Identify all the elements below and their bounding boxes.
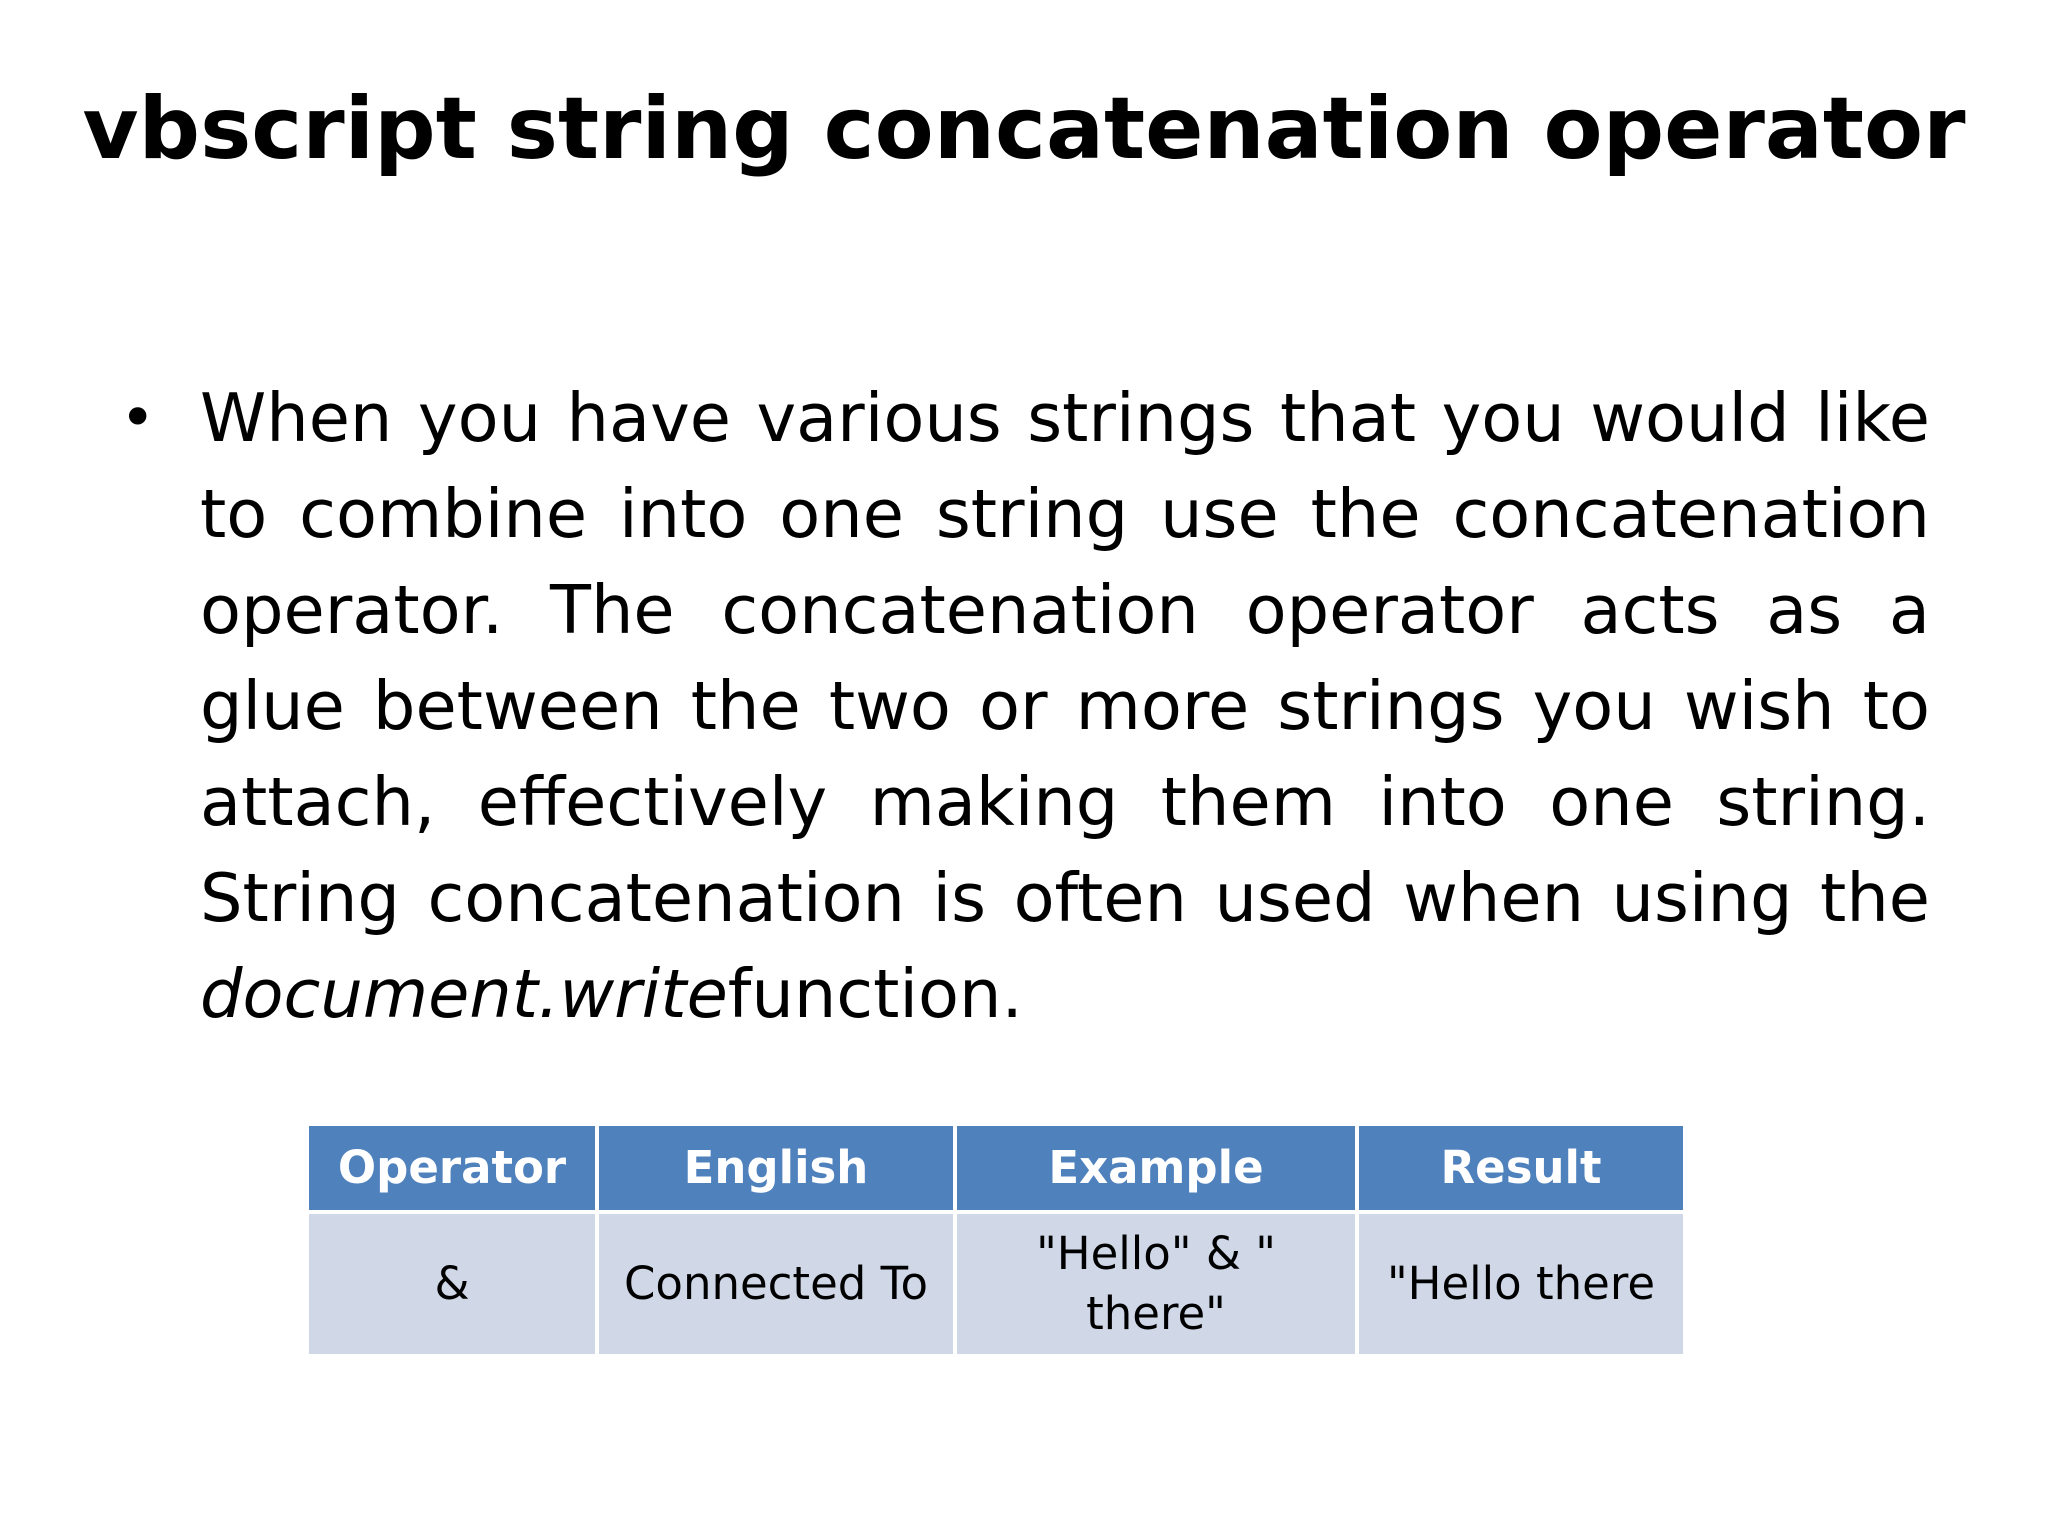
header-example: Example	[955, 1124, 1357, 1212]
table-header-row	[307, 1124, 1685, 1212]
header-operator: Operator	[307, 1124, 597, 1212]
operator-table	[305, 1122, 1687, 1358]
bullet-text-end: function.	[727, 955, 1023, 1033]
cell-example: "Hello" & " there"	[955, 1212, 1357, 1356]
table-row	[307, 1212, 1685, 1356]
bullet-icon: •	[120, 383, 156, 453]
cell-operator: &	[307, 1212, 597, 1356]
header-result: Result	[1357, 1124, 1685, 1212]
slide-title: vbscript string concatenation operator	[82, 79, 1966, 179]
cell-result: "Hello there	[1357, 1212, 1685, 1356]
bullet-text	[200, 370, 1930, 1042]
bullet-item	[120, 370, 1930, 1042]
cell-english: Connected To	[597, 1212, 955, 1356]
header-english: English	[597, 1124, 955, 1212]
bullet-text-start: When you have various strings that you would like to combine into one string use the concatenation operator. The concatenation operator acts as a glue between the two or more strings you wish to attach, effectively making them into one string. String concatenation is often used when using the	[200, 379, 1930, 937]
bullet-text-code: document.write	[200, 955, 728, 1033]
